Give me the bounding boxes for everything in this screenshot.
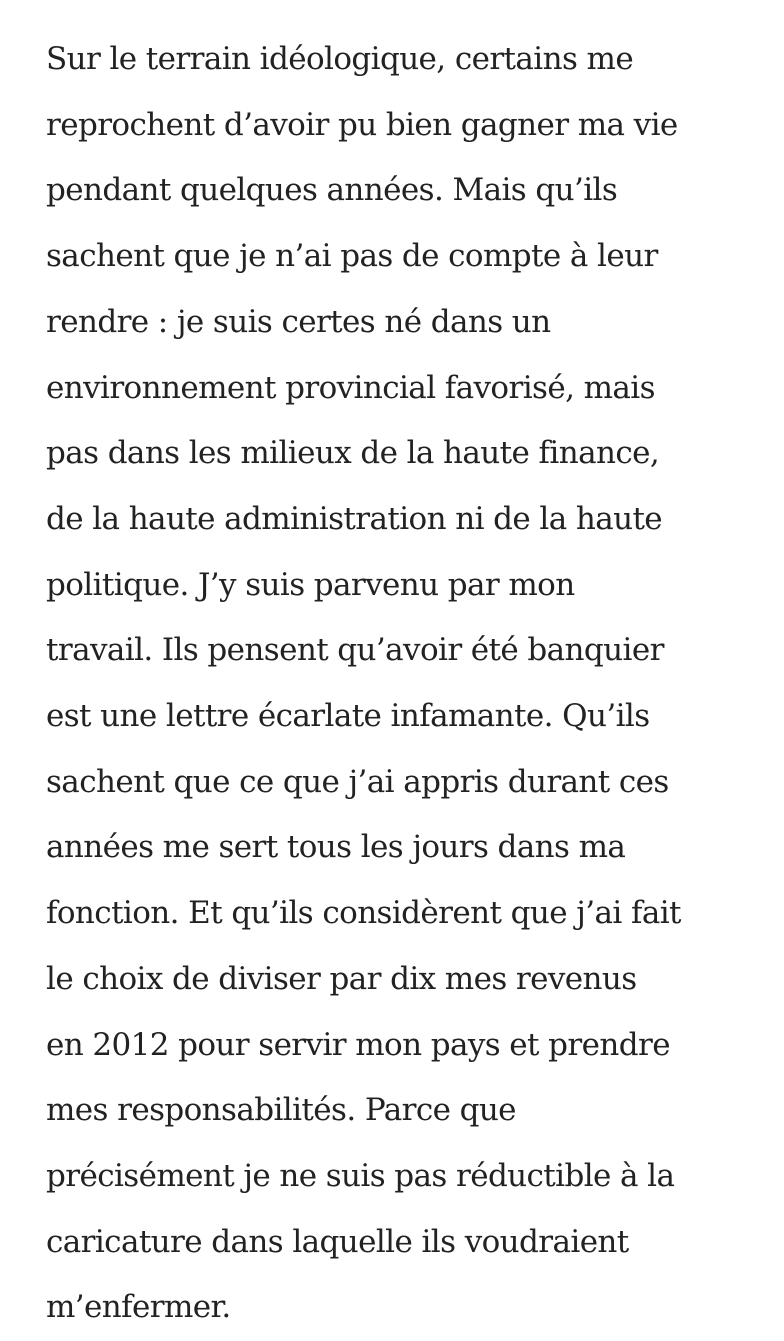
text-line: en 2012 pour servir mon pays et prendre: [46, 1026, 670, 1063]
text-line: reprochent d’avoir pu bien gagner ma vie: [46, 106, 678, 143]
text-line: années me sert tous les jours dans ma: [46, 829, 626, 866]
text-line: le choix de diviser par dix mes revenus: [46, 960, 637, 997]
text-line: est une lettre écarlate infamante. Qu’ils: [46, 698, 650, 735]
text-line: environnement provincial favorisé, mais: [46, 369, 655, 406]
text-line: de la haute administration ni de la haute: [46, 500, 663, 537]
text-line: sachent que ce que j’ai appris durant ces: [46, 763, 669, 800]
text-line: sachent que je n’ai pas de compte à leur: [46, 238, 658, 275]
text-line: précisément je ne suis pas réductible à la: [46, 1157, 675, 1194]
text-line: Sur le terrain idéologique, certains me: [46, 41, 634, 77]
text-line: pas dans les milieux de la haute finance,: [46, 435, 660, 472]
text-line: caricature dans laquelle ils voudraient: [46, 1223, 629, 1260]
text-line: politique. J’y suis parvenu par mon: [46, 566, 575, 603]
text-line: fonction. Et qu’ils considèrent que j’ai fait: [46, 895, 681, 932]
article-paragraph: [46, 27, 784, 1341]
text-line: rendre : je suis certes né dans un: [46, 303, 551, 340]
text-line: mes responsabilités. Parce que: [46, 1092, 516, 1129]
text-line: m’enfermer.: [46, 1289, 231, 1326]
text-line: travail. Ils pensent qu’avoir été banquier: [46, 632, 664, 669]
text-line: pendant quelques années. Mais qu’ils: [46, 172, 618, 209]
